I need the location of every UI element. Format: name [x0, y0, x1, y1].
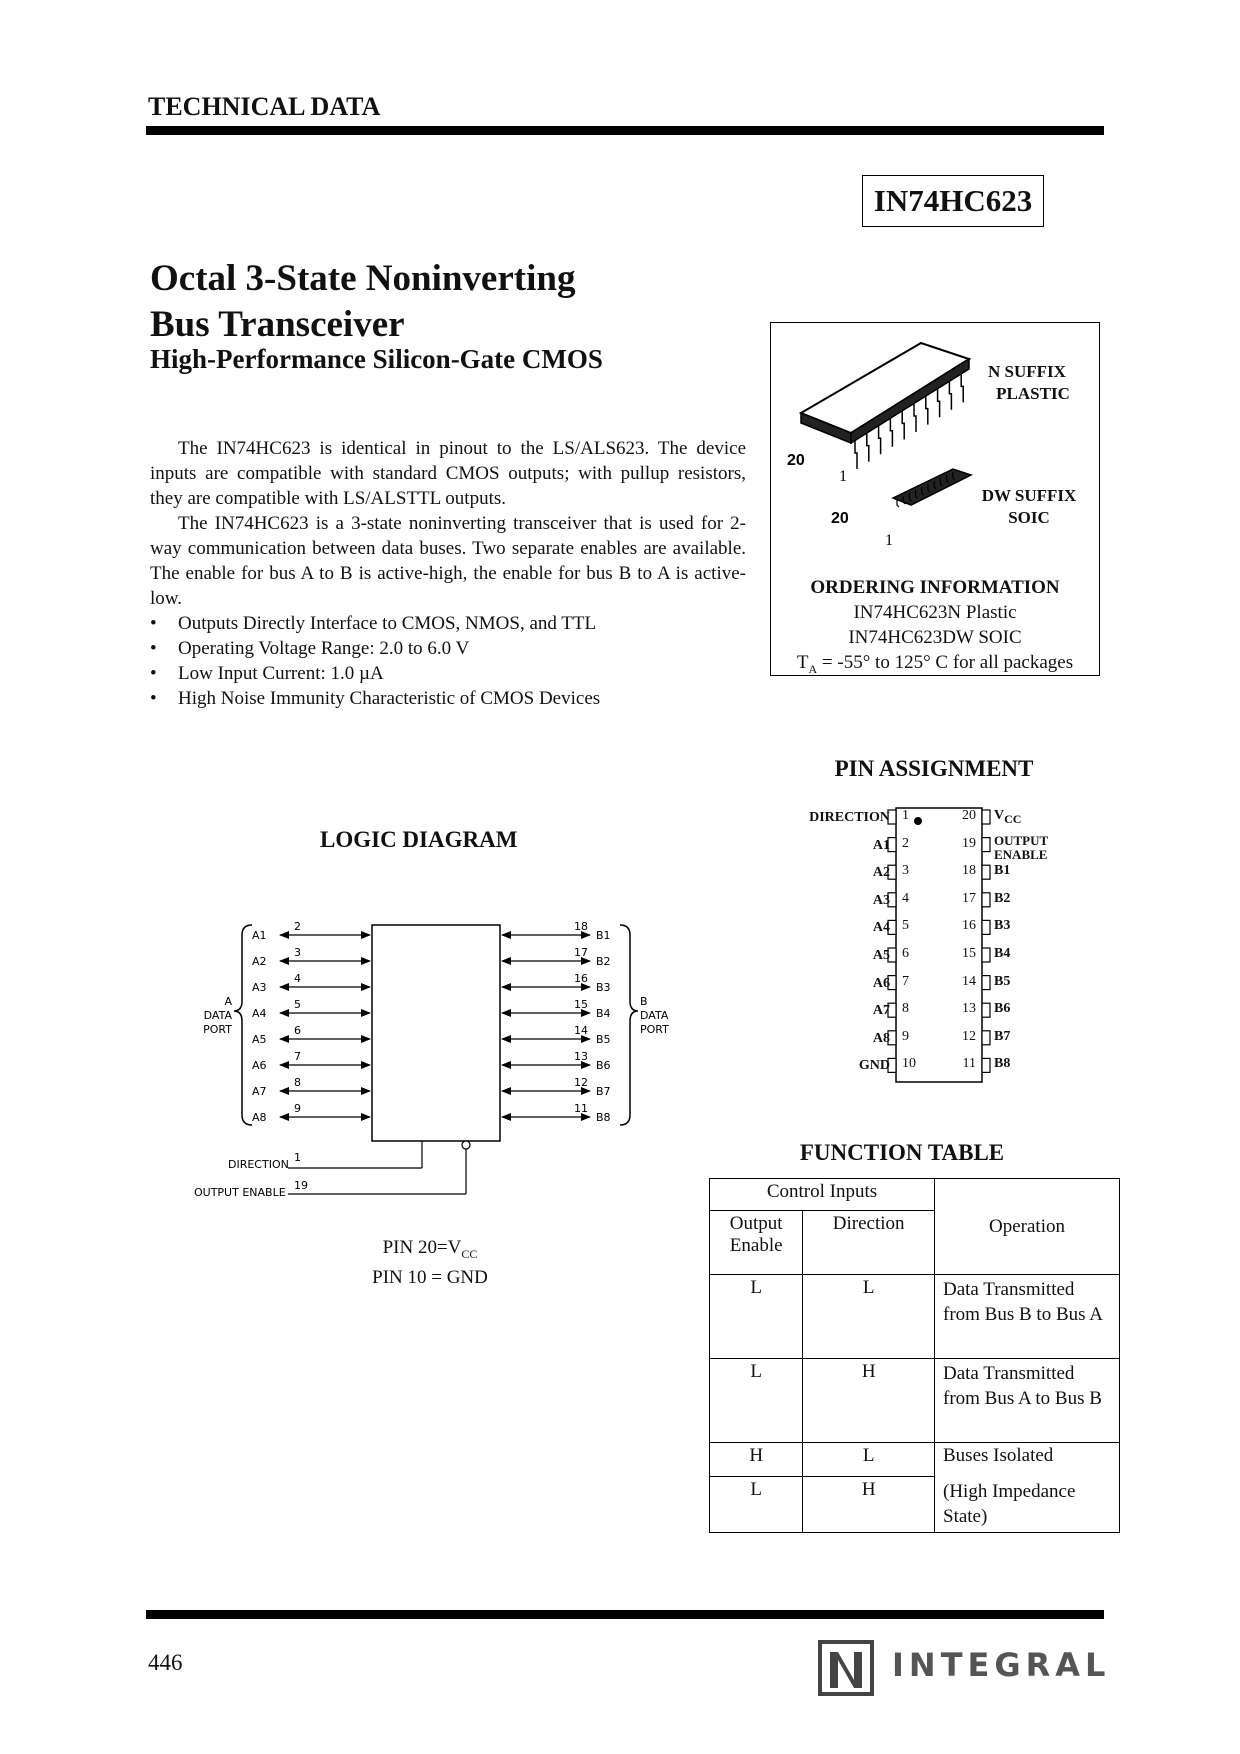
b-pin-label: B3	[596, 981, 611, 994]
pin-number: 12	[962, 1028, 976, 1044]
a-port-label-1: A	[224, 995, 232, 1008]
temp-prefix: T	[796, 652, 809, 673]
pin-assignment-title: PIN ASSIGNMENT	[834, 756, 1034, 781]
b-port-label-3: PORT	[640, 1023, 669, 1036]
b-pin-number: 12	[574, 1076, 588, 1089]
part-number-box: IN74HC623	[862, 175, 1044, 227]
header-label: TECHNICAL DATA	[148, 92, 381, 121]
b-pin-number: 13	[574, 1050, 588, 1063]
pin-label-right: B7	[994, 1028, 1011, 1044]
pin-stub	[982, 976, 990, 990]
dip-lead	[867, 434, 869, 462]
ordering-title: ORDERING INFORMATION	[810, 577, 1060, 598]
brand-name: INTEGRAL	[892, 1646, 1111, 1684]
operation-header: Operation	[935, 1179, 1120, 1275]
feature-item: • Outputs Directly Interface to CMOS, NMOS, and TTL	[150, 611, 746, 636]
row-direction: L	[803, 1275, 935, 1359]
logic-diagram-title: LOGIC DIAGRAM	[320, 827, 518, 852]
b-pin-number: 18	[574, 920, 588, 933]
pin-label-right: B4	[994, 946, 1011, 961]
b-pin-number: 15	[574, 998, 588, 1011]
function-table	[709, 1178, 1120, 1533]
pin-label-right: $V_{CC}$	[994, 808, 1022, 826]
integral-logo-icon	[818, 1640, 874, 1696]
row-output-enable: L	[710, 1359, 803, 1443]
soic-pin-1-label: 1	[885, 532, 893, 549]
dip-lead	[890, 419, 892, 447]
table-row	[710, 1443, 1120, 1477]
a-pin-label: A2	[252, 955, 267, 968]
ordering-line-2: IN74HC623DW SOIC	[848, 627, 1022, 648]
b-pin-label: B4	[596, 1007, 611, 1020]
a-pin-label: A1	[252, 929, 267, 942]
pin-label-right: B3	[994, 918, 1011, 934]
title-line-2: Bus Transceiver	[150, 304, 405, 345]
pin-label-left	[780, 1001, 890, 1019]
a-pin-number: 6	[294, 1024, 301, 1037]
pin-label-left	[780, 891, 890, 909]
logic-diagram	[190, 905, 690, 1215]
b-pin-label: B1	[596, 929, 611, 942]
pin-name: A5	[872, 948, 890, 963]
a-pin-label: A4	[252, 1007, 267, 1020]
pin-label-right: B8	[994, 1056, 1011, 1072]
temperature-range	[771, 652, 1099, 677]
b-pin-label: B7	[596, 1085, 611, 1098]
a-pin-number: 4	[294, 972, 301, 985]
pin-stub	[982, 810, 990, 824]
pin-number: 19	[962, 835, 976, 851]
output-enable-label: OUTPUT ENABLE	[194, 1186, 286, 1199]
pin-number: 2	[902, 835, 909, 851]
pin-label-right: B5	[994, 973, 1011, 989]
feature-list	[150, 611, 746, 711]
pin-number: 14	[962, 973, 976, 989]
a-pin-number: 2	[294, 920, 301, 933]
footer-rule	[146, 1610, 1104, 1619]
a-pin-number: 3	[294, 946, 301, 959]
pin-number: 1	[902, 808, 909, 823]
page-title	[150, 256, 575, 348]
a-port-label-2: DATA	[203, 1009, 232, 1022]
vcc-note-subscript: CC	[461, 1246, 478, 1261]
pin-number: 15	[962, 946, 976, 961]
pin-name: A4	[872, 920, 890, 936]
pin-label-left	[780, 1056, 890, 1074]
pin-number: 5	[902, 918, 909, 934]
pin-label-left	[780, 863, 890, 881]
dw-suffix-line-2: SOIC	[1008, 508, 1050, 527]
pin-number: 16	[962, 918, 976, 934]
pin-name: A6	[872, 975, 890, 991]
dip-lead	[902, 411, 904, 439]
pin-label-left	[780, 918, 890, 936]
pin-number: 7	[902, 973, 909, 989]
n-suffix-label	[967, 361, 1087, 405]
b-pin-label: B5	[596, 1033, 611, 1046]
pin-stub	[982, 893, 990, 907]
a-pin-number: 7	[294, 1050, 301, 1063]
pin-label-left	[780, 808, 890, 826]
pin-number: 10	[902, 1056, 916, 1072]
pin-stub	[982, 1003, 990, 1017]
pin-stub	[982, 1058, 990, 1072]
pin-number: 6	[902, 946, 909, 961]
function-table-title: FUNCTION TABLE	[799, 1140, 1005, 1165]
b-pin-number: 17	[574, 946, 588, 959]
a-pin-number: 5	[294, 998, 301, 1011]
temp-range-text: = -55° to 125° C for all packages	[817, 652, 1074, 673]
pin-stub	[982, 838, 990, 852]
dip-lead	[938, 389, 940, 417]
package-info-box	[770, 322, 1100, 676]
dip-lead	[855, 441, 857, 469]
pin-name: GND	[858, 1058, 890, 1074]
dip-lead	[949, 382, 951, 410]
feature-item: • Operating Voltage Range: 2.0 to 6.0 V	[150, 636, 746, 661]
table-row	[710, 1275, 1120, 1359]
description-paragraph-1: The IN74HC623 is identical in pinout to the LS/ALS623. The device inputs are compatible with standard CMOS outputs; with pullup resistors, they are compatible with LS/ALSTTL outputs.	[150, 438, 746, 509]
vcc-note-text: PIN 20=V	[382, 1237, 462, 1258]
pin-stub	[982, 1031, 990, 1045]
direction-header: Direction	[803, 1211, 935, 1275]
gnd-pin-note: PIN 10 = GND	[372, 1266, 488, 1288]
dip-lead	[926, 397, 928, 425]
dw-suffix-label	[967, 485, 1091, 529]
b-pin-label: B6	[596, 1059, 611, 1072]
output-enable-pin-number: 19	[294, 1179, 308, 1192]
pin-number: 20	[962, 808, 976, 823]
a-pin-label: A5	[252, 1033, 267, 1046]
pin-name: A2	[872, 865, 890, 881]
dip-lead	[961, 374, 963, 402]
description-paragraph-2: The IN74HC623 is a 3-state noninverting transceiver that is used for 2-way communication between data buses. Two separate enables are available. The enable for bus A to B is active-high, the enable for bus B to A is active-low.	[150, 513, 746, 609]
temp-subscript: A	[808, 661, 818, 676]
vcc-pin-note	[330, 1236, 530, 1266]
pin-label-right: B1	[994, 863, 1011, 879]
title-line-1: Octal 3-State Noninverting	[150, 258, 576, 299]
a-pin-number: 9	[294, 1102, 301, 1115]
pin-name: A3	[872, 892, 890, 908]
direction-label: DIRECTION	[228, 1158, 289, 1171]
pin-name: A8	[872, 1030, 890, 1046]
pin-name: A1	[872, 837, 890, 853]
n-suffix-line-2: PLASTIC	[996, 384, 1070, 403]
feature-item: • High Noise Immunity Characteristic of CMOS Devices	[150, 686, 746, 711]
pin-number: 8	[902, 1001, 909, 1017]
output-enable-inversion-bubble	[462, 1141, 470, 1149]
pin-label-right: B2	[994, 890, 1011, 906]
soic-pin-20-label: 20	[831, 510, 849, 527]
pin-label-left	[780, 836, 890, 854]
page-subtitle: High-Performance Silicon-Gate CMOS	[150, 344, 603, 374]
feature-item: • Low Input Current: 1.0 µA	[150, 661, 746, 686]
power-pin-note	[330, 1236, 530, 1290]
pin-number: 4	[902, 890, 909, 906]
n-suffix-line-1: N SUFFIX	[988, 362, 1066, 381]
pin-label-right: OUTPUT ENABLE	[994, 832, 1049, 862]
table-row	[710, 1359, 1120, 1443]
row-output-enable: L	[710, 1275, 803, 1359]
pin-number: 18	[962, 863, 976, 879]
direction-pin-number: 1	[294, 1151, 301, 1164]
pin-label-right: B6	[994, 1001, 1011, 1017]
ordering-line-1: IN74HC623N Plastic	[853, 602, 1017, 623]
b-port-bracket	[620, 925, 638, 1125]
pin-label-left	[780, 946, 890, 964]
row-output-enable: L	[710, 1477, 803, 1533]
dip-lead	[914, 404, 916, 432]
output-enable-header: Output Enable	[710, 1211, 803, 1275]
b-pin-number: 11	[574, 1102, 588, 1115]
pin-number: 13	[962, 1001, 976, 1017]
pin-number: 11	[962, 1056, 976, 1072]
dw-suffix-line-1: DW SUFFIX	[981, 486, 1077, 505]
page-number: 446	[148, 1650, 183, 1675]
row-operation: Data Transmitted from Bus B to Bus A	[935, 1275, 1120, 1359]
row-direction: H	[803, 1359, 935, 1443]
b-port-label-2: DATA	[640, 1009, 669, 1022]
dip-pin-1-label: 1	[839, 468, 847, 485]
dip-package-icon	[801, 343, 969, 469]
b-pin-label: B2	[596, 955, 611, 968]
a-pin-label: A6	[252, 1059, 267, 1072]
dip-pin-20-label: 20	[787, 452, 805, 469]
a-pin-label: A8	[252, 1111, 267, 1124]
table-row	[710, 1477, 1120, 1533]
row-operation: (High Impedance State)	[935, 1477, 1120, 1533]
a-port-label-3: PORT	[203, 1023, 232, 1036]
pin-label-left	[780, 974, 890, 992]
transceiver-block	[372, 925, 500, 1141]
b-pin-number: 16	[574, 972, 588, 985]
row-direction: L	[803, 1443, 935, 1477]
row-operation: Buses Isolated	[935, 1443, 1120, 1477]
pin-name: A7	[872, 1003, 890, 1019]
pin-name: DIRECTION	[809, 810, 890, 825]
pin-number: 17	[962, 890, 976, 906]
a-pin-label: A3	[252, 981, 267, 994]
pin-number: 3	[902, 863, 909, 879]
soic-package-icon	[893, 469, 971, 507]
row-operation: Data Transmitted from Bus A to Bus B	[935, 1359, 1120, 1443]
row-output-enable: H	[710, 1443, 803, 1477]
description	[150, 436, 746, 711]
row-direction: H	[803, 1477, 935, 1533]
b-port-label-1: B	[640, 995, 648, 1008]
header-rule	[146, 126, 1104, 135]
pin-label-left	[780, 1029, 890, 1047]
pin-1-marker	[914, 817, 922, 825]
a-port-bracket	[234, 925, 252, 1125]
b-pin-number: 14	[574, 1024, 588, 1037]
pin-assignment-diagram	[780, 800, 1100, 1090]
pin-number: 9	[902, 1028, 909, 1044]
a-pin-number: 8	[294, 1076, 301, 1089]
pin-stub	[982, 948, 990, 962]
a-pin-label: A7	[252, 1085, 267, 1098]
control-inputs-header: Control Inputs	[710, 1179, 935, 1211]
dip-lead	[879, 426, 881, 454]
pin-stub	[982, 920, 990, 934]
pin-stub	[982, 865, 990, 879]
b-pin-label: B8	[596, 1111, 611, 1124]
